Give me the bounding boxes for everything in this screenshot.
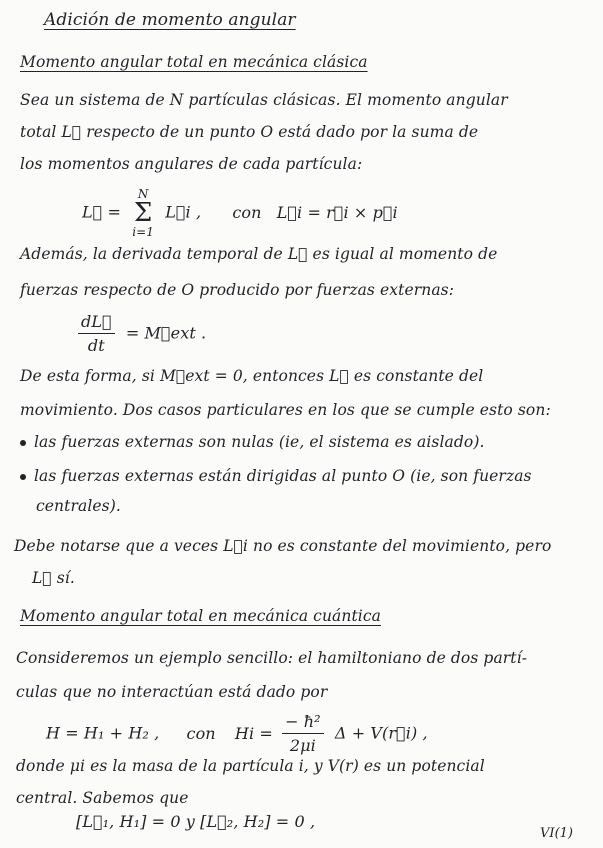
bullet-icon [20, 440, 26, 446]
text-line: Consideremos un ejemplo sencillo: el hamiltoniano de dos partí- [16, 649, 528, 667]
text-line: Debe notarse que a veces L⃗i no es constante del movimiento, pero [14, 537, 552, 555]
fraction-numerator: dL⃗ [78, 312, 115, 334]
section-heading-classical: Momento angular total en mecánica clásica [20, 53, 368, 71]
text-line: Además, la derivada temporal de L⃗ es igual al momento de [20, 245, 498, 263]
eq1-rhs: L⃗i = r⃗i × p⃗i [276, 202, 398, 222]
bullet-continuation: centrales). [36, 497, 121, 515]
equation-hamiltonian [46, 712, 428, 756]
eq3-hi: Hi = [234, 723, 273, 743]
section-heading-quantum: Momento angular total en mecánica cuántica [20, 607, 381, 625]
sum-upper-limit: N [137, 187, 149, 201]
text-line: los momentos angulares de cada partícula: [20, 155, 363, 173]
text-line: culas que no interactúan está dado por [16, 683, 328, 701]
summation-symbol [132, 188, 154, 238]
bullet-item [20, 466, 532, 486]
eq1-lhs: L⃗ = [82, 202, 122, 222]
sigma-icon: Σ [133, 198, 153, 228]
text-line: De esta forma, si M⃗ext = 0, entonces L⃗ es constante del [20, 367, 484, 385]
text-line: fuerzas respecto de O producido por fuerzas externas: [20, 281, 455, 299]
eq3-lhs: H = H₁ + H₂ , [46, 723, 160, 743]
eq1-con: con [232, 202, 262, 222]
fraction-denominator: dt [87, 336, 105, 355]
eq3-con: con [186, 723, 216, 743]
eq3-rest: Δ + V(r⃗i) , [334, 723, 428, 743]
eq2-rhs: = M⃗ext . [125, 323, 207, 343]
fraction-denominator: 2μi [289, 736, 316, 755]
text-line: L⃗ sí. [32, 569, 75, 587]
eq1-sum-term: L⃗i , [165, 202, 202, 222]
text-line: total L⃗ respecto de un punto O está dado por la suma de [20, 123, 479, 141]
sum-lower-limit: i=1 [132, 225, 155, 239]
bullet-text: las fuerzas externas son nulas (ie, el sistema es aislado). [34, 433, 485, 451]
equation-total-angular-momentum [82, 188, 398, 238]
bullet-text: las fuerzas externas están dirigidas al punto O (ie, son fuerzas [34, 467, 532, 485]
text-line: donde μi es la masa de la partícula i, y V(r) es un potencial [16, 757, 485, 775]
text-line: movimiento. Dos casos particulares en los que se cumple esto son: [20, 401, 551, 419]
equation-commutators: [L⃗₁, H₁] = 0 y [L⃗₂, H₂] = 0 , [76, 812, 316, 831]
text-line: central. Sabemos que [16, 789, 189, 807]
page-number: VI(1) [540, 826, 573, 841]
page-title: Adición de momento angular [44, 10, 296, 30]
equation-torque [78, 312, 206, 356]
fraction-numerator: − ħ² [282, 712, 324, 734]
hbar-fraction [282, 712, 324, 756]
text-line: Sea un sistema de N partículas clásicas. El momento angular [20, 91, 508, 109]
derivative-fraction [78, 312, 115, 356]
bullet-icon [20, 474, 26, 480]
bullet-item [20, 432, 485, 452]
